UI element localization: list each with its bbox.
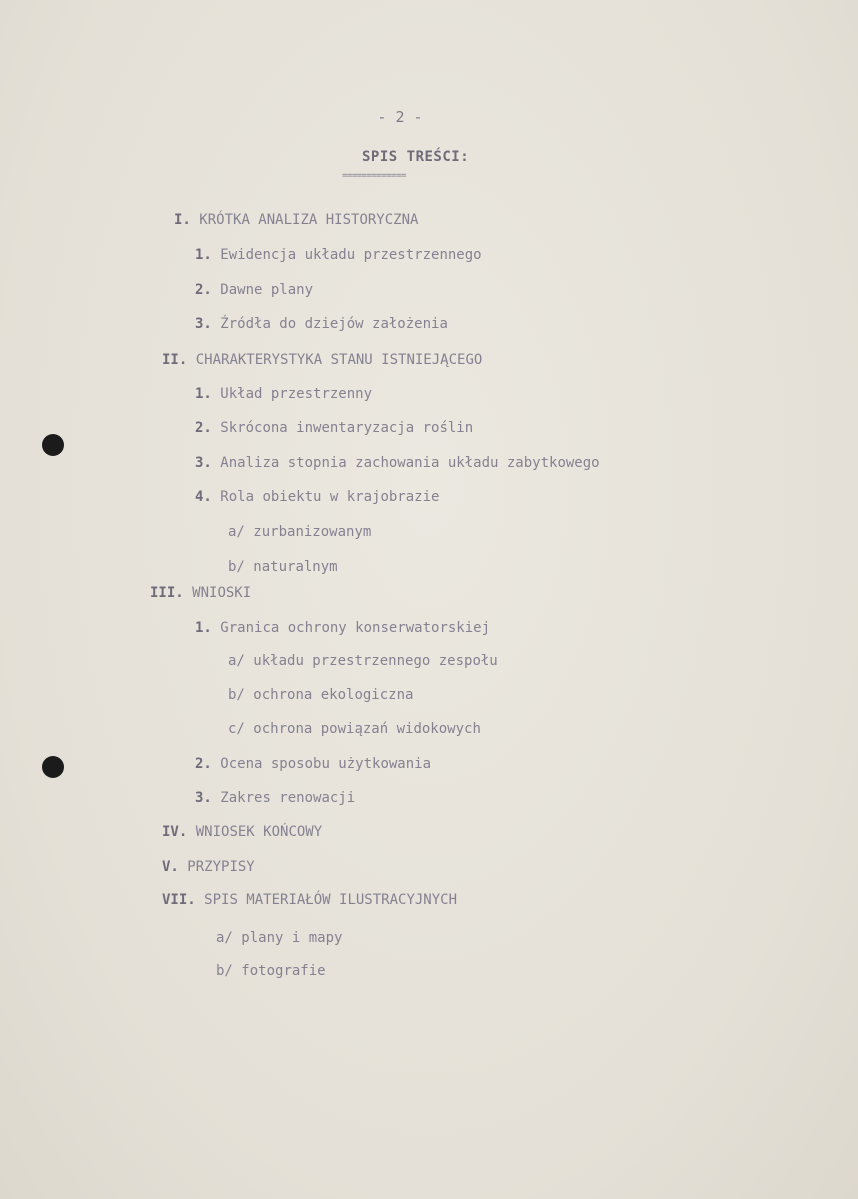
toc-section-3 (150, 585, 251, 601)
toc-label: II. (162, 352, 188, 368)
toc-text: CHARAKTERYSTYKA STANU ISTNIEJĄCEGO (195, 352, 483, 368)
toc-item (195, 489, 439, 505)
toc-section-2 (162, 352, 482, 368)
toc-item (195, 316, 448, 332)
toc-label: 1. (195, 620, 212, 636)
toc-label: 3. (195, 455, 212, 471)
toc-text: fotografie (241, 963, 326, 979)
toc-text: ochrona powiązań widokowych (253, 721, 481, 737)
toc-item (195, 620, 490, 636)
toc-text: Ewidencja układu przestrzennego (220, 247, 482, 263)
toc-text: Rola obiektu w krajobrazie (220, 489, 440, 505)
toc-label: a/ (228, 653, 245, 669)
toc-text: układu przestrzennego zespołu (253, 653, 498, 669)
toc-label: 1. (195, 386, 212, 402)
toc-label: 3. (195, 316, 212, 332)
toc-item (195, 455, 600, 471)
toc-subitem (216, 930, 342, 946)
toc-text: ochrona ekologiczna (253, 687, 414, 703)
toc-text: zurbanizowanym (253, 524, 372, 540)
toc-label: I. (174, 212, 191, 228)
punch-hole-bottom (42, 756, 64, 778)
toc-section-5 (162, 859, 255, 875)
toc-text: naturalnym (253, 559, 338, 575)
toc-label: b/ (228, 687, 245, 703)
toc-text: KRÓTKA ANALIZA HISTORYCZNA (199, 212, 419, 228)
toc-label: 3. (195, 790, 212, 806)
title-underline: ============= (342, 171, 406, 181)
toc-item (195, 247, 482, 263)
toc-text: Analiza stopnia zachowania układu zabytkowego (220, 455, 600, 471)
toc-subitem (228, 653, 498, 669)
toc-label: a/ (228, 524, 245, 540)
toc-text: Układ przestrzenny (220, 386, 373, 402)
toc-subitem (228, 524, 371, 540)
toc-subitem (228, 721, 481, 737)
toc-text: Ocena sposobu użytkowania (220, 756, 432, 772)
toc-text: WNIOSEK KOŃCOWY (195, 824, 323, 840)
page-title: SPIS TREŚCI: (362, 149, 470, 165)
toc-item (195, 282, 313, 298)
toc-subitem (228, 559, 338, 575)
toc-label: b/ (228, 559, 245, 575)
toc-text: Źródła do dziejów założenia (220, 316, 448, 332)
toc-label: VII. (162, 892, 196, 908)
toc-text: plany i mapy (241, 930, 343, 946)
toc-text: Skrócona inwentaryzacja roślin (220, 420, 474, 436)
toc-label: 1. (195, 247, 212, 263)
toc-label: III. (150, 585, 184, 601)
toc-section-4 (162, 824, 322, 840)
toc-label: 4. (195, 489, 212, 505)
toc-label: a/ (216, 930, 233, 946)
toc-section-1 (174, 212, 418, 228)
toc-label: b/ (216, 963, 233, 979)
toc-subitem (228, 687, 413, 703)
page-number: - 2 - (377, 108, 423, 126)
toc-item (195, 756, 431, 772)
toc-label: 2. (195, 282, 212, 298)
toc-item (195, 386, 372, 402)
toc-text: PRZYPISY (187, 859, 255, 875)
toc-item (195, 420, 473, 436)
toc-subitem (216, 963, 326, 979)
toc-text: Dawne plany (220, 282, 314, 298)
toc-label: c/ (228, 721, 245, 737)
toc-text: SPIS MATERIAŁÓW ILUSTRACYJNYCH (204, 892, 458, 908)
toc-item (195, 790, 355, 806)
toc-label: 2. (195, 420, 212, 436)
toc-section-7 (162, 892, 457, 908)
punch-hole-top (42, 434, 64, 456)
toc-text: WNIOSKI (192, 585, 252, 601)
toc-text: Zakres renowacji (220, 790, 356, 806)
toc-label: IV. (162, 824, 188, 840)
toc-label: V. (162, 859, 179, 875)
toc-text: Granica ochrony konserwatorskiej (220, 620, 491, 636)
toc-label: 2. (195, 756, 212, 772)
